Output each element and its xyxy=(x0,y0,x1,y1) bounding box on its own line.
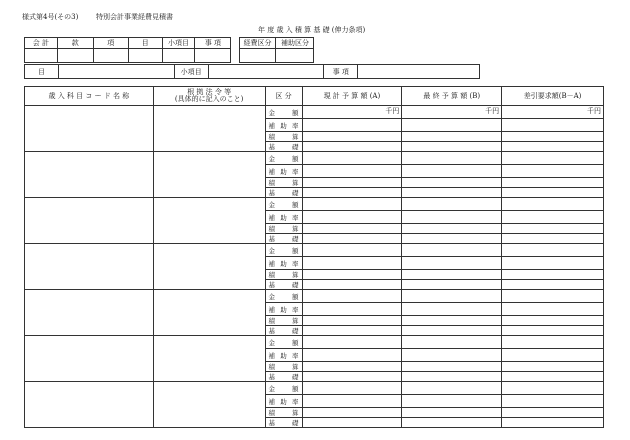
cell-kubun-label: 金 額 xyxy=(265,152,302,165)
input-jikou-name[interactable] xyxy=(358,65,480,79)
cell-saishu[interactable] xyxy=(402,316,502,326)
cell-saishu[interactable] xyxy=(402,395,502,408)
header-kou: 項 xyxy=(93,38,128,49)
input-shoukoumoku[interactable] xyxy=(162,49,195,63)
header-jikou: 事 項 xyxy=(195,38,231,49)
cell-kubun-label: 積 算 xyxy=(265,408,302,418)
cell-saishu[interactable] xyxy=(402,326,502,336)
cell-genkei[interactable] xyxy=(302,372,402,382)
cell-sashihiki[interactable] xyxy=(502,326,604,336)
table-row xyxy=(25,106,604,119)
cell-genkei[interactable] xyxy=(302,408,402,418)
header-kan: 款 xyxy=(57,38,93,49)
cell-kubun-label: 積 算 xyxy=(265,270,302,280)
col-header-konkyo xyxy=(153,87,265,106)
cell-kubun-label: 金 額 xyxy=(265,106,302,119)
label-jikou: 事 項 xyxy=(324,65,358,79)
cell-kubun-label: 基 礎 xyxy=(265,142,302,152)
cell-sashihiki[interactable] xyxy=(502,270,604,280)
cell-sashihiki[interactable] xyxy=(502,224,604,234)
cell-sashihiki[interactable] xyxy=(502,382,604,395)
input-moku-name[interactable] xyxy=(58,65,174,79)
cell-kubun-label: 基 礎 xyxy=(265,372,302,382)
table-row xyxy=(25,152,604,165)
cell-genkei[interactable] xyxy=(302,234,402,244)
cell-kubun-label: 補助率 xyxy=(265,303,302,316)
cell-sashihiki[interactable] xyxy=(502,418,604,428)
cell-genkei[interactable] xyxy=(302,244,402,257)
cell-genkei[interactable] xyxy=(302,211,402,224)
cell-kubun-label: 金 額 xyxy=(265,198,302,211)
col-header-konkyo-line2: (具体的に記入のこと) xyxy=(174,95,244,103)
header-hojo-kubun: 補助区分 xyxy=(276,38,314,49)
input-hojo-kubun[interactable] xyxy=(276,49,314,63)
cell-genkei[interactable] xyxy=(302,336,402,349)
cell-kubun-label: 金 額 xyxy=(265,382,302,395)
cell-sashihiki[interactable] xyxy=(502,178,604,188)
input-keihi-kubun[interactable] xyxy=(239,49,276,63)
col-header-kamoku: 歳 入 科 目 コ ー ド 名 称 xyxy=(25,87,154,106)
col-header-genkei: 現 計 予 算 額 (A) xyxy=(302,87,402,106)
cell-kubun-label: 補助率 xyxy=(265,165,302,178)
cell-kubun-label: 基 礎 xyxy=(265,326,302,336)
cell-kubun-label: 積 算 xyxy=(265,224,302,234)
cell-kubun-label: 基 礎 xyxy=(265,234,302,244)
cell-konkyo[interactable] xyxy=(153,198,265,244)
cell-sashihiki[interactable] xyxy=(502,362,604,372)
table-row xyxy=(25,336,604,349)
cell-genkei[interactable] xyxy=(302,280,402,290)
cell-saishu[interactable] xyxy=(402,408,502,418)
cell-sashihiki[interactable] xyxy=(502,280,604,290)
cell-genkei[interactable] xyxy=(302,270,402,280)
cell-unit: 千円 xyxy=(302,106,402,119)
cell-saishu[interactable] xyxy=(402,418,502,428)
cell-kubun-label: 補助率 xyxy=(265,257,302,270)
cell-kubun-label: 積 算 xyxy=(265,316,302,326)
cell-konkyo[interactable] xyxy=(153,152,265,198)
input-kou[interactable] xyxy=(93,49,128,63)
cell-sashihiki[interactable] xyxy=(502,257,604,270)
cell-genkei[interactable] xyxy=(302,290,402,303)
cell-sashihiki[interactable] xyxy=(502,336,604,349)
cell-saishu[interactable] xyxy=(402,132,502,142)
cell-saishu[interactable] xyxy=(402,372,502,382)
cell-saishu[interactable] xyxy=(402,336,502,349)
cell-kubun-label: 積 算 xyxy=(265,362,302,372)
header-spacer xyxy=(314,38,351,63)
cell-saishu[interactable] xyxy=(402,382,502,395)
cell-sashihiki[interactable] xyxy=(502,132,604,142)
cell-genkei[interactable] xyxy=(302,349,402,362)
cell-saishu[interactable] xyxy=(402,257,502,270)
cell-sashihiki[interactable] xyxy=(502,119,604,132)
cell-sashihiki[interactable] xyxy=(502,198,604,211)
table-row xyxy=(25,244,604,257)
cell-konkyo[interactable] xyxy=(153,382,265,428)
cell-genkei[interactable] xyxy=(302,224,402,234)
cell-genkei[interactable] xyxy=(302,382,402,395)
cell-sashihiki[interactable] xyxy=(502,234,604,244)
cell-kamoku[interactable] xyxy=(25,382,154,428)
cell-saishu[interactable] xyxy=(402,234,502,244)
cell-sashihiki[interactable] xyxy=(502,152,604,165)
cell-genkei[interactable] xyxy=(302,142,402,152)
col-header-konkyo-line1: 根 拠 法 令 等 xyxy=(187,87,232,96)
cell-kubun-label: 金 額 xyxy=(265,244,302,257)
cell-kubun-label: 補助率 xyxy=(265,211,302,224)
cell-kubun-label: 金 額 xyxy=(265,290,302,303)
cell-genkei[interactable] xyxy=(302,257,402,270)
cell-genkei[interactable] xyxy=(302,178,402,188)
header-spacer xyxy=(351,38,389,63)
revenue-basis-table xyxy=(24,86,604,428)
cell-kubun-label: 補助率 xyxy=(265,349,302,362)
cell-kubun-label: 基 礎 xyxy=(265,418,302,428)
cell-sashihiki[interactable] xyxy=(502,244,604,257)
cell-saishu[interactable] xyxy=(402,244,502,257)
cell-genkei[interactable] xyxy=(302,303,402,316)
cell-genkei[interactable] xyxy=(302,326,402,336)
cell-genkei[interactable] xyxy=(302,362,402,372)
header-shoukoumoku: 小項目 xyxy=(162,38,195,49)
cell-saishu[interactable] xyxy=(402,142,502,152)
cell-genkei[interactable] xyxy=(302,165,402,178)
cell-konkyo[interactable] xyxy=(153,336,265,382)
cell-unit: 千円 xyxy=(502,106,604,119)
cell-saishu[interactable] xyxy=(402,349,502,362)
cell-kamoku[interactable] xyxy=(25,290,154,336)
cell-kamoku[interactable] xyxy=(25,336,154,382)
cell-sashihiki[interactable] xyxy=(502,372,604,382)
cell-genkei[interactable] xyxy=(302,188,402,198)
cell-sashihiki[interactable] xyxy=(502,349,604,362)
cell-saishu[interactable] xyxy=(402,198,502,211)
header-keihi-kubun: 経費区分 xyxy=(239,38,276,49)
label-shoukoumoku: 小項目 xyxy=(174,65,208,79)
label-moku: 目 xyxy=(25,65,59,79)
cell-saishu[interactable] xyxy=(402,188,502,198)
cell-unit: 千円 xyxy=(402,106,502,119)
input-kaikei[interactable] xyxy=(25,49,58,63)
col-header-saishu: 最 終 予 算 額 (B) xyxy=(402,87,502,106)
header-kaikei: 会 計 xyxy=(25,38,58,49)
cell-kubun-label: 補助率 xyxy=(265,395,302,408)
cell-saishu[interactable] xyxy=(402,165,502,178)
cell-saishu[interactable] xyxy=(402,290,502,303)
cell-saishu[interactable] xyxy=(402,362,502,372)
cell-kamoku[interactable] xyxy=(25,198,154,244)
cell-kubun-label: 金 額 xyxy=(265,336,302,349)
cell-sashihiki[interactable] xyxy=(502,211,604,224)
cell-sashihiki[interactable] xyxy=(502,188,604,198)
table-row xyxy=(25,290,604,303)
cell-kubun-label: 補助率 xyxy=(265,119,302,132)
name-header-table xyxy=(24,64,480,79)
cell-sashihiki[interactable] xyxy=(502,316,604,326)
cell-genkei[interactable] xyxy=(302,152,402,165)
col-header-kubun: 区 分 xyxy=(265,87,302,106)
header-moku: 目 xyxy=(128,38,162,49)
cell-kubun-label: 基 礎 xyxy=(265,280,302,290)
cell-saishu[interactable] xyxy=(402,152,502,165)
table-row xyxy=(25,198,604,211)
cell-konkyo[interactable] xyxy=(153,244,265,290)
cell-konkyo[interactable] xyxy=(153,106,265,152)
input-kan[interactable] xyxy=(57,49,93,63)
cell-sashihiki[interactable] xyxy=(502,408,604,418)
input-jikou[interactable] xyxy=(195,49,231,63)
input-moku[interactable] xyxy=(128,49,162,63)
cell-genkei[interactable] xyxy=(302,132,402,142)
cell-sashihiki[interactable] xyxy=(502,290,604,303)
cell-genkei[interactable] xyxy=(302,418,402,428)
cell-kamoku[interactable] xyxy=(25,106,154,152)
cell-sashihiki[interactable] xyxy=(502,303,604,316)
cell-genkei[interactable] xyxy=(302,119,402,132)
account-header-table xyxy=(24,37,389,63)
cell-saishu[interactable] xyxy=(402,119,502,132)
cell-sashihiki[interactable] xyxy=(502,142,604,152)
cell-kamoku[interactable] xyxy=(25,244,154,290)
cell-kubun-label: 積 算 xyxy=(265,132,302,142)
cell-saishu[interactable] xyxy=(402,211,502,224)
input-shoukoumoku-name[interactable] xyxy=(208,65,324,79)
cell-konkyo[interactable] xyxy=(153,290,265,336)
cell-sashihiki[interactable] xyxy=(502,395,604,408)
header-gap xyxy=(231,38,239,63)
form-label: 様式第4号(その3) xyxy=(22,13,79,21)
cell-kamoku[interactable] xyxy=(25,152,154,198)
col-header-sashihiki: 差引要求額(B－A) xyxy=(502,87,604,106)
form-title: 特別会計事業経費見積書 xyxy=(96,13,173,21)
cell-genkei[interactable] xyxy=(302,316,402,326)
cell-saishu[interactable] xyxy=(402,303,502,316)
cell-saishu[interactable] xyxy=(402,280,502,290)
form-subtitle: 年 度 歳 入 積 算 基 礎 (伸力条項) xyxy=(258,26,366,34)
cell-kubun-label: 積 算 xyxy=(265,178,302,188)
cell-saishu[interactable] xyxy=(402,270,502,280)
cell-saishu[interactable] xyxy=(402,178,502,188)
table-row xyxy=(25,382,604,395)
cell-sashihiki[interactable] xyxy=(502,165,604,178)
cell-kubun-label: 基 礎 xyxy=(265,188,302,198)
cell-genkei[interactable] xyxy=(302,395,402,408)
cell-saishu[interactable] xyxy=(402,224,502,234)
cell-genkei[interactable] xyxy=(302,198,402,211)
